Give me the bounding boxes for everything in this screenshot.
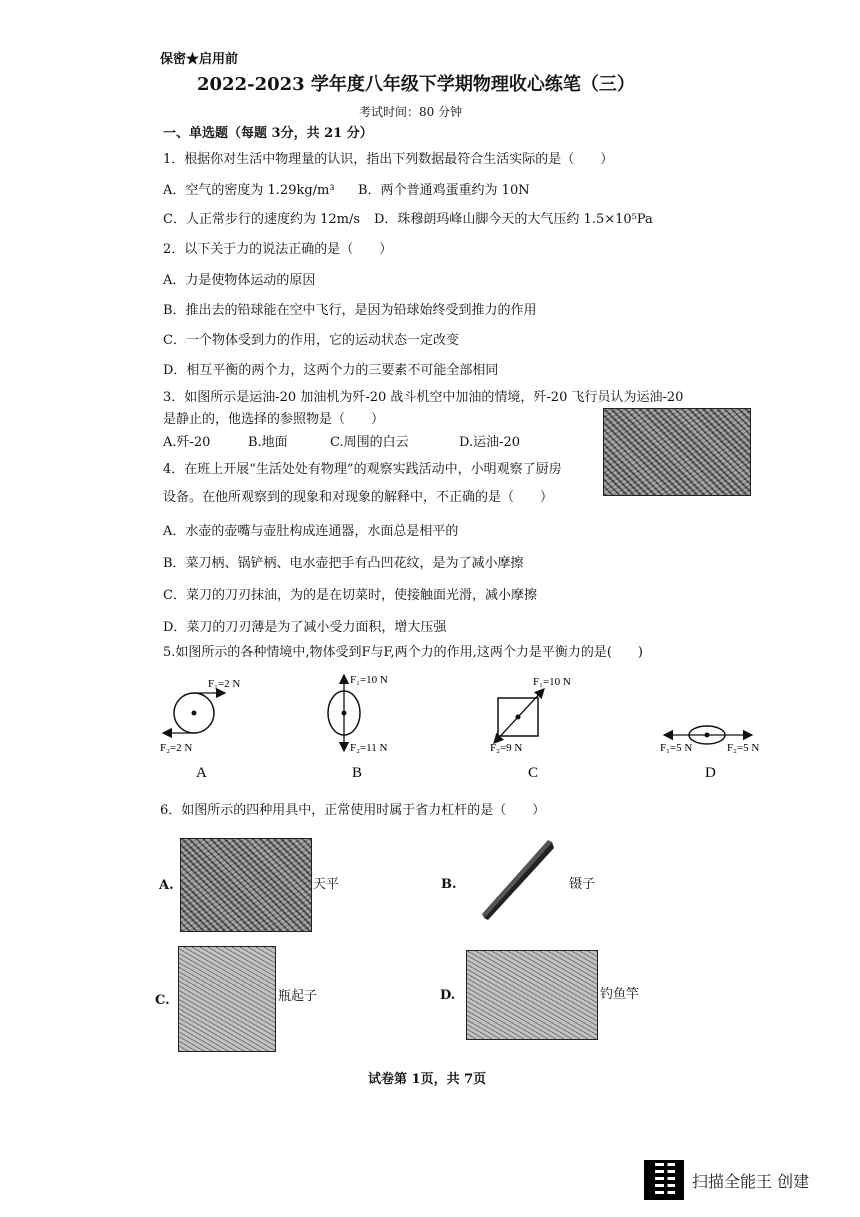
exam-time: 考试时间：80 分钟 bbox=[359, 105, 463, 119]
figure-a-f2: F₂=2 N bbox=[160, 742, 193, 754]
figure-c-f2: F₂=9 N bbox=[490, 742, 523, 754]
q4-stem-line2: 设备。在他所观察到的现象和对现象的解释中，不正确的是（ ） bbox=[163, 490, 554, 505]
figure-b bbox=[328, 674, 388, 781]
secret-label: 保密★启用前 bbox=[160, 52, 239, 67]
q3-option-a: A.歼-20 bbox=[163, 435, 211, 450]
q4-option-a: A．水壶的壶嘴与壶肚构成连通器，水面总是相平的 bbox=[163, 524, 459, 539]
q6-option-a-letter: A. bbox=[159, 878, 174, 893]
figure-c-f1: F₁=10 N bbox=[533, 676, 571, 688]
q4-option-d: D．菜刀的刀刃薄是为了减小受力面积，增大压强 bbox=[163, 620, 447, 635]
bottle-opener-photo bbox=[178, 946, 276, 1052]
q1-stem: 1．根据你对生活中物理量的认识，指出下列数据最符合生活实际的是（ ） bbox=[163, 152, 614, 167]
figure-d-f1: F₁=5 N bbox=[660, 742, 693, 754]
q1-option-a: A．空气的密度为 1.29kg/m³ bbox=[163, 183, 335, 198]
q2-option-b: B．推出去的铅球能在空中飞行，是因为铅球始终受到推力的作用 bbox=[163, 303, 537, 318]
q4-option-c: C．菜刀的刀刃抹油，为的是在切菜时，使接触面光滑，减小摩擦 bbox=[163, 588, 537, 603]
balance-scale-photo bbox=[180, 838, 312, 932]
refueling-aircraft-photo bbox=[603, 408, 751, 496]
q1-option-b: B．两个普通鸡蛋重约为 10N bbox=[358, 183, 530, 198]
q6-option-d-name: 钓鱼竿 bbox=[600, 987, 640, 1002]
section-heading: 一、单选题（每题 3分，共 21 分） bbox=[163, 126, 373, 141]
q6-option-b-name: 镊子 bbox=[569, 877, 596, 892]
page-footer: 试卷第 1页，共 7页 bbox=[368, 1072, 487, 1087]
figure-a bbox=[160, 678, 240, 781]
q6-option-d-letter: D. bbox=[440, 988, 456, 1003]
page-title: 2022-2023 学年度八年级下学期物理收心练笔（三） bbox=[197, 74, 635, 95]
q2-stem: 2．以下关于力的说法正确的是（ ） bbox=[163, 242, 393, 257]
q2-option-a: A．力是使物体运动的原因 bbox=[163, 273, 316, 288]
scanner-watermark: 扫描全能王 创建 bbox=[692, 1172, 810, 1191]
q6-option-c-letter: C. bbox=[155, 993, 170, 1008]
figure-d-f2: F₂=5 N bbox=[727, 742, 760, 754]
qr-code-icon bbox=[644, 1160, 684, 1200]
figure-d-label: D bbox=[705, 765, 716, 781]
q6-option-c-name: 瓶起子 bbox=[278, 989, 318, 1004]
q3-option-c: C.周围的白云 bbox=[330, 435, 409, 450]
q6-option-b-letter: B. bbox=[441, 877, 457, 892]
figure-d bbox=[660, 726, 759, 781]
figure-b-f2: F₂=11 N bbox=[350, 742, 388, 754]
figure-b-f1: F₁=10 N bbox=[350, 674, 388, 686]
figure-b-label: B bbox=[352, 765, 363, 781]
q5-stem: 5.如图所示的各种情境中,物体受到F与F,两个力的作用,这两个力是平衡力的是( ) bbox=[163, 645, 643, 660]
figure-a-f1: F₁=2 N bbox=[208, 678, 241, 690]
q1-option-c: C．人正常步行的速度约为 12m/s bbox=[163, 212, 360, 227]
q1-option-d: D．珠穆朗玛峰山脚今天的大气压约 1.5×10⁵Pa bbox=[374, 212, 653, 227]
q4-option-b: B．菜刀柄、锅铲柄、电水壶把手有凸凹花纹，是为了减小摩擦 bbox=[163, 556, 524, 571]
q3-stem-line2: 是静止的，他选择的参照物是（ ） bbox=[163, 412, 385, 427]
figure-c-label: C bbox=[528, 765, 539, 781]
q5-force-figures bbox=[0, 665, 860, 785]
q2-option-d: D．相互平衡的两个力，这两个力的三要素不可能全部相同 bbox=[163, 363, 499, 378]
q3-option-d: D.运油-20 bbox=[459, 435, 521, 450]
figure-c bbox=[490, 676, 571, 781]
tweezers-icon bbox=[478, 838, 558, 928]
q6-option-a-name: 天平 bbox=[313, 877, 340, 892]
figure-a-label: A bbox=[196, 765, 207, 781]
q2-option-c: C．一个物体受到力的作用，它的运动状态一定改变 bbox=[163, 333, 459, 348]
fishing-rod-photo bbox=[466, 950, 598, 1040]
q4-stem-line1: 4．在班上开展“生活处处有物理”的观察实践活动中，小明观察了厨房 bbox=[163, 462, 562, 477]
q3-stem-line1: 3．如图所示是运油-20 加油机为歼-20 战斗机空中加油的情境，歼-20 飞行员认为运油-20 bbox=[163, 390, 684, 405]
q3-option-b: B.地面 bbox=[248, 435, 288, 450]
q6-stem: 6．如图所示的四种用具中，正常使用时属于省力杠杆的是（ ） bbox=[160, 803, 546, 818]
